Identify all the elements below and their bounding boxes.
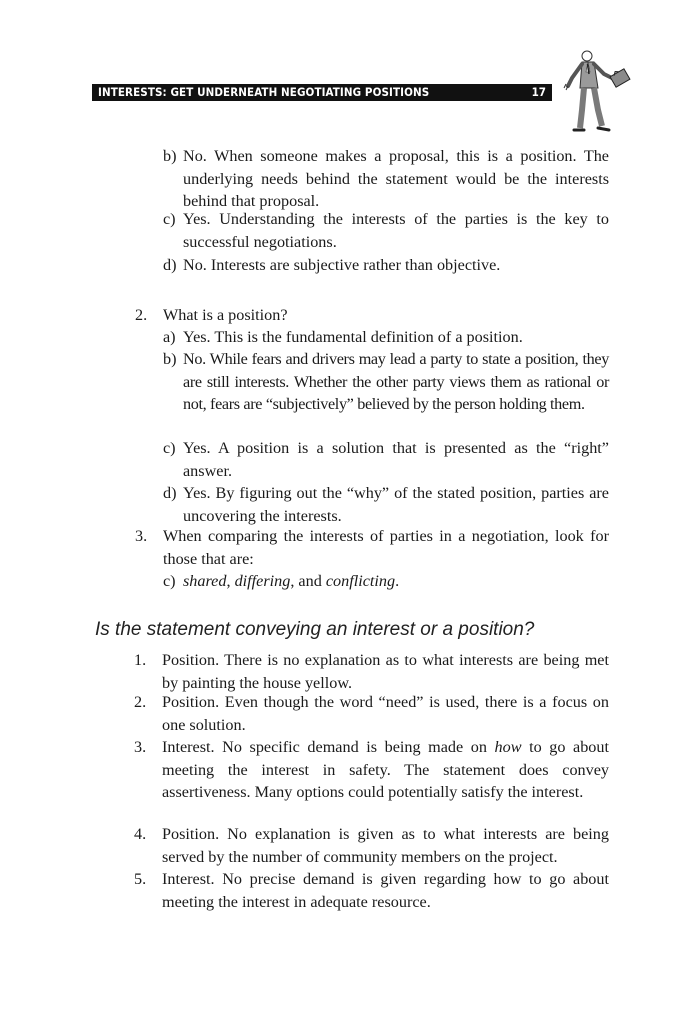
item-number: 3. [134, 738, 147, 756]
answer-differing: differing [234, 572, 291, 590]
section-heading: Is the statement conveying an interest or a position? [95, 619, 535, 640]
question-2 [135, 304, 609, 327]
item-number: 1. [134, 651, 147, 669]
running-header-title: INTERESTS: GET UNDERNEATH NEGOTIATING POSITIONS [98, 85, 430, 99]
question-text: What is a position? [163, 306, 288, 324]
item-text: Position. There is no explanation as to what interests are being met by painting the house yellow. [162, 651, 609, 692]
answer-a [163, 326, 609, 349]
running-header [92, 84, 552, 101]
answer-text: No. Interests are subjective rather than objective. [183, 256, 501, 274]
answer-label: a) [163, 328, 176, 346]
question-text: When comparing the interests of parties in a negotiation, look for those that are: [163, 527, 609, 568]
answer-d [163, 482, 609, 527]
list-item [134, 823, 609, 868]
period: . [395, 572, 400, 590]
answer-label: b) [163, 350, 177, 368]
answer-b [163, 348, 609, 416]
answer-text: Yes. Understanding the interests of the parties is the key to successful negotiations. [183, 210, 609, 251]
answer-label: d) [163, 484, 177, 502]
answer-b [163, 145, 609, 213]
answer-label: d) [163, 256, 177, 274]
answer-text: Yes. By figuring out the “why” of the stated position, parties are uncovering the interests. [183, 484, 609, 525]
answer-c [163, 570, 609, 593]
item-text: Position. Even though the word “need” is used, there is a focus on one solution. [162, 693, 609, 734]
item-number: 2. [134, 693, 147, 711]
list-item [134, 691, 609, 736]
item-text: Interest. No precise demand is given regarding how to go about meeting the interest in adequate resource. [162, 870, 609, 911]
question-number: 2. [135, 306, 148, 324]
answer-text: No. While fears and drivers may lead a party to state a position, they are still interests. Whether the other party views them as rational or not, fears are “subjectively” believed by the person holding them. [183, 350, 609, 414]
answer-c [163, 437, 609, 482]
answer-text [183, 570, 609, 593]
answer-text: Yes. A position is a solution that is presented as the “right” answer. [183, 439, 609, 480]
item-text-emphasis: how [494, 738, 522, 756]
item-text: Position. No explanation is given as to what interests are being served by the number of community members on the project. [162, 825, 609, 866]
businessman-with-briefcase-icon [562, 48, 642, 134]
separator: , and [290, 572, 326, 590]
list-item [134, 649, 609, 694]
answer-label: c) [163, 210, 176, 228]
answer-label: b) [163, 147, 177, 165]
separator: , [226, 572, 235, 590]
answer-c [163, 208, 609, 253]
page-number: 17 [531, 85, 546, 99]
question-number: 3. [135, 527, 148, 545]
item-text [162, 736, 609, 804]
question-3 [135, 525, 609, 570]
answer-conflicting: conflicting [325, 572, 396, 590]
item-text-part: to go about meeting the interest in safety. The statement does convey assertiveness. Many options could potentially satisfy the interest. [162, 738, 609, 802]
answer-d [163, 254, 609, 277]
item-text-part: Interest. No specific demand is being made on [162, 738, 495, 756]
answer-text: Yes. This is the fundamental definition of a position. [183, 328, 523, 346]
answer-label: c) [163, 572, 176, 590]
list-item [134, 868, 609, 913]
item-number: 5. [134, 870, 147, 888]
answer-text: No. When someone makes a proposal, this is a position. The underlying needs behind the statement would be the interests behind that proposal. [183, 147, 609, 211]
item-number: 4. [134, 825, 147, 843]
list-item [134, 736, 609, 804]
answer-label: c) [163, 439, 176, 457]
answer-shared: shared [183, 572, 227, 590]
